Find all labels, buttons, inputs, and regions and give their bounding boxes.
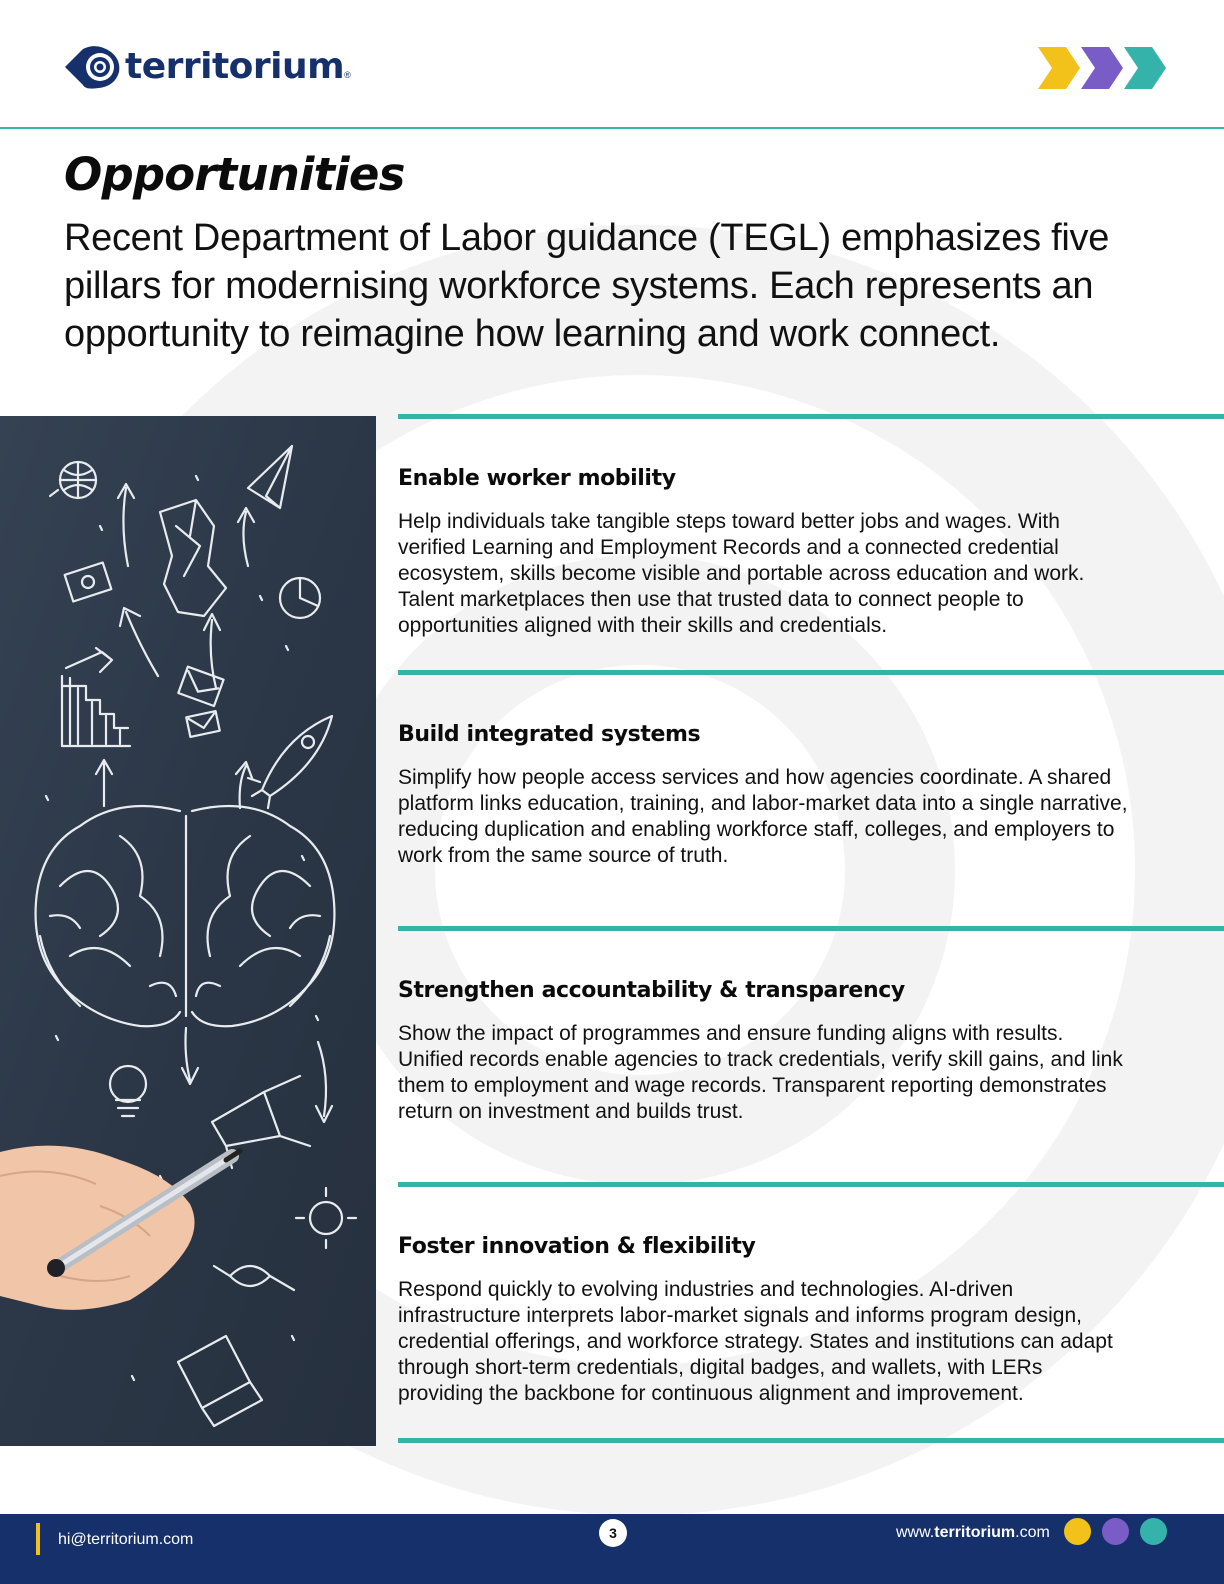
url-domain: territorium (934, 1524, 1016, 1541)
pillar-body: Help individuals take tangible steps toward better jobs and wages. With verified Learning and Employment Records and a connected credential ecosystem, skills become visible and portable across education and work. Talent marketplaces then use that trusted data to connect people to opportunities aligned with their skills and credentials. (398, 510, 1085, 637)
page-footer (0, 1514, 1224, 1584)
pillar-title: Foster innovation & flexibility (398, 1234, 756, 1259)
pillar-integrated-systems (398, 675, 1224, 926)
pillar-title: Strengthen accountability & transparency (398, 978, 905, 1003)
pillar-body: Show the impact of programmes and ensure funding aligns with results. Unified records enable agencies to track credentials, verify skill gains, and link them to employment and wage records. Transparent reporting demonstrates return on investment and builds trust. (398, 1022, 1123, 1123)
footer-email-link[interactable]: hi@territorium.com (58, 1531, 194, 1548)
pillar-title: Enable worker mobility (398, 466, 676, 491)
pillar-innovation (398, 1187, 1224, 1438)
page-title: Opportunities (64, 148, 405, 201)
intro-paragraph: Recent Department of Labor guidance (TEGL) emphasizes five pillars for modernising workforce systems. Each represents an opportunity to reimagine how learning and work connect. (64, 217, 1110, 355)
pillar-accountability (398, 931, 1224, 1182)
chalkboard-drawing-icon (0, 416, 376, 1446)
header-divider (0, 127, 1224, 129)
footer-dots (1064, 1518, 1167, 1545)
registered-mark: ® (344, 70, 351, 80)
yellow-dot-icon (1064, 1518, 1091, 1545)
pillar-divider (398, 1438, 1224, 1443)
purple-dot-icon (1102, 1518, 1129, 1545)
pillar-body: Simplify how people access services and how agencies coordinate. A shared platform links education, training, and labor-market data into a single narrative, reducing duplication and enabling workforce staff, colleges, and employers to work from the same source of truth. (398, 766, 1128, 867)
brain-chalkboard-illustration (0, 416, 376, 1446)
pillars-list (398, 414, 1224, 1443)
pillar-body: Respond quickly to evolving industries and technologies. AI-driven infrastructure interprets labor-market signals and informs program design, credential offerings, and workforce strategy. States and institutions can adapt through short-term credentials, digital badges, and wallets, with LERs providing the backbone for continuous alignment and improvement. (398, 1278, 1113, 1405)
territorium-logo[interactable] (63, 44, 351, 90)
footer-website-link[interactable] (896, 1524, 1050, 1542)
footer-accent-bar (36, 1523, 40, 1555)
page-number: 3 (599, 1519, 627, 1547)
chevron-arrows-icon (1038, 47, 1172, 89)
url-suffix: .com (1015, 1524, 1050, 1541)
url-prefix: www. (896, 1524, 935, 1541)
page-header (0, 0, 1224, 128)
target-logo-icon (63, 44, 123, 90)
pillar-worker-mobility (398, 419, 1224, 670)
pillar-title: Build integrated systems (398, 722, 701, 747)
teal-dot-icon (1140, 1518, 1167, 1545)
brand-name: territorium (125, 46, 345, 87)
